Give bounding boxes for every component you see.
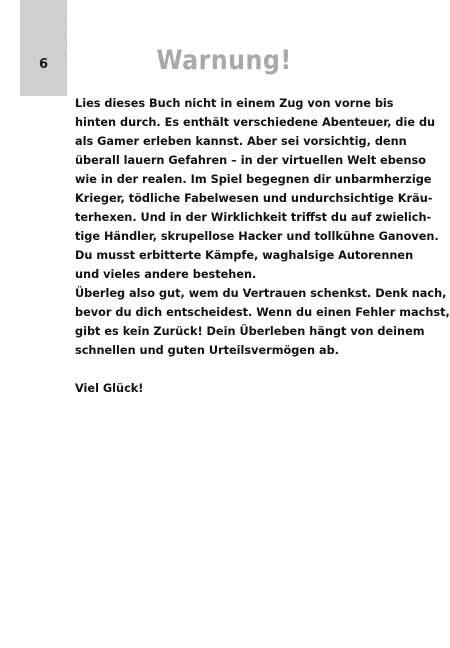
text-line: wie in der realen. Im Spiel begegnen dir unbarmherzige [75, 173, 432, 186]
text-line: schnellen und guten Urteilsvermögen ab. [75, 344, 339, 357]
body-text [75, 94, 450, 398]
text-line: überall lauern Gefahren – in der virtuellen Welt ebenso [75, 154, 426, 167]
page-title: Warnung! [156, 45, 292, 76]
text-line: als Gamer erleben kannst. Aber sei vorsichtig, denn [75, 135, 407, 148]
text-line: Du musst erbitterte Kämpfe, waghalsige Autorennen [75, 249, 414, 262]
text-line: tige Händler, skrupellose Hacker und tollkühne Ganoven. [75, 230, 439, 243]
text-line: Lies dieses Buch nicht in einem Zug von vorne bis [75, 97, 394, 110]
text-line: terhexen. Und in der Wirklichkeit triffst du auf zwielich- [75, 211, 432, 224]
text-line: hinten durch. Es enthält verschiedene Abenteuer, die du [75, 116, 436, 129]
text-line: gibt es kein Zurück! Dein Überleben hängt von deinem [75, 325, 425, 338]
text-line: Überleg also gut, wem du Vertrauen schenkst. Denk nach, [75, 287, 447, 300]
text-line: und vieles andere bestehen. [75, 268, 257, 281]
text-line: Krieger, tödliche Fabelwesen und undurchsichtige Kräu- [75, 192, 433, 205]
closing-line: Viel Glück! [75, 382, 144, 395]
page-number: 6 [38, 57, 49, 72]
paragraph-spacer [75, 360, 393, 379]
text-line: bevor du dich entscheidest. Wenn du einen Fehler machst, [75, 306, 450, 319]
paragraph-2 [75, 284, 450, 360]
paragraph-1 [75, 94, 439, 284]
